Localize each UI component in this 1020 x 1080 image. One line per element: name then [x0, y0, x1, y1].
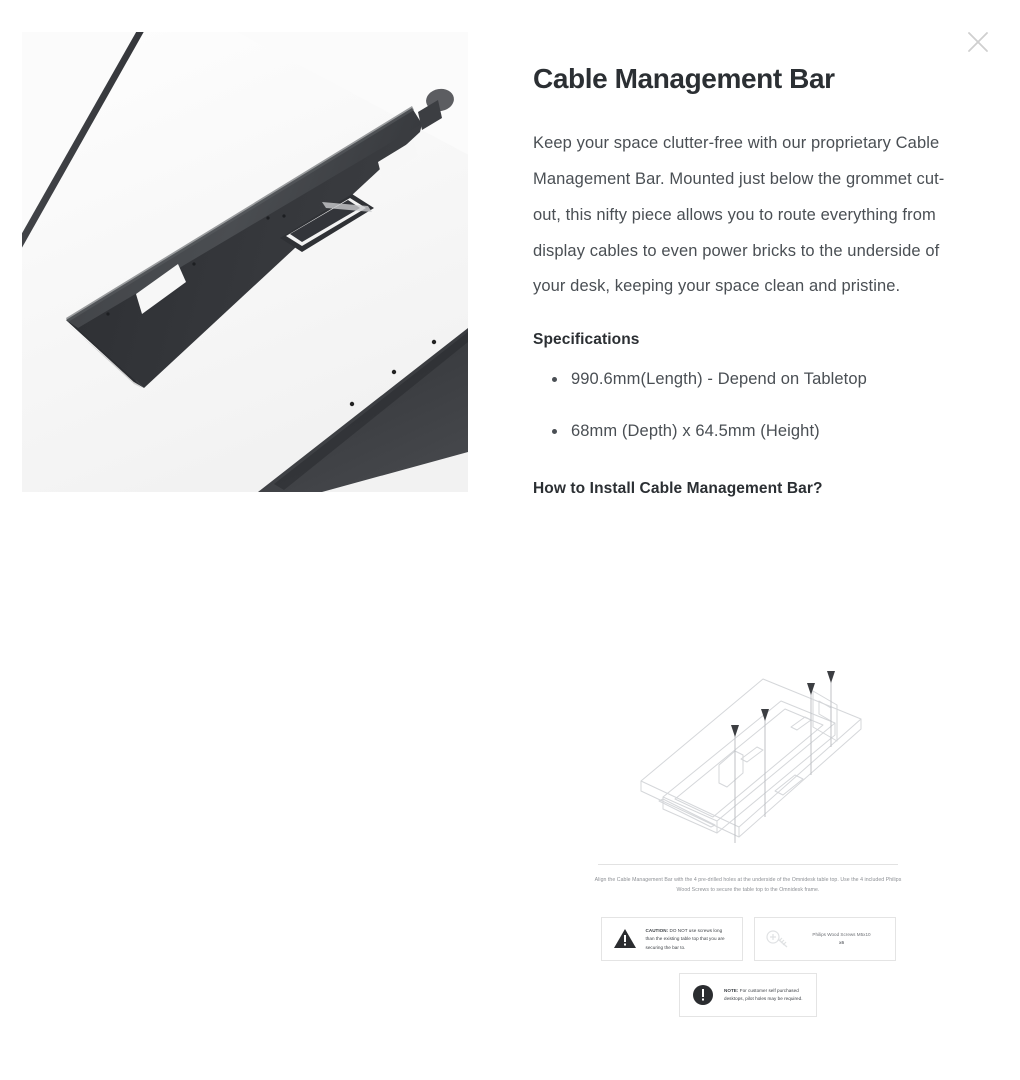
caution-body: DO NOT use screws long than the existing table top that you are securing the bar to.: [645, 927, 725, 950]
screws-name: Philips Wood Screws M5x10: [812, 931, 871, 937]
install-section: [533, 668, 963, 1017]
close-x-icon: [958, 22, 998, 62]
note-callout: [679, 973, 817, 1017]
note-label: NOTE:: [724, 987, 739, 993]
install-diagram: [533, 668, 963, 860]
specifications-list: [533, 365, 963, 446]
wood-screw-icon: [765, 926, 791, 952]
screws-callout: [754, 917, 896, 961]
caution-text: [646, 927, 732, 952]
note-body: For customer self purchased desktops, pilot holes may be required.: [724, 987, 803, 1002]
callout-row-bottom: [533, 973, 963, 1017]
caution-callout: [601, 917, 743, 961]
install-caption: Align the Cable Management Bar with the 4 pre-drilled holes at the underside of the Omnidesk table top. Use the 4 included Philips Wood Screws to secure the table top to the Omnidesk frame.: [594, 877, 902, 894]
caution-label: CAUTION:: [645, 927, 669, 933]
product-description: Keep your space clutter-free with our proprietary Cable Management Bar. Mounted just below the grommet cut-out, this nifty piece allows you to route everything from display cables to even power bricks to the underside of your desk, keeping your space clean and pristine.: [533, 133, 945, 296]
close-icon[interactable]: [958, 22, 998, 62]
list-item: 68mm (Depth) x 64.5mm (Height): [571, 417, 963, 446]
product-info: [533, 62, 963, 506]
exclamation-circle-icon: [690, 982, 716, 1008]
note-text: [724, 987, 806, 1004]
divider: [598, 864, 898, 865]
list-item: 990.6mm(Length) - Depend on Tabletop: [571, 365, 963, 394]
callout-row-top: [533, 917, 963, 961]
isometric-line-diagram-icon: [623, 669, 873, 859]
install-heading: How to Install Cable Management Bar?: [533, 480, 823, 498]
screws-quantity: x6: [838, 940, 845, 946]
screws-text: [799, 931, 885, 948]
product-image[interactable]: [22, 32, 468, 492]
cable-management-bar-photo: [22, 32, 468, 492]
page-title: Cable Management Bar: [533, 63, 835, 94]
warning-triangle-icon: [612, 926, 638, 952]
specifications-heading: Specifications: [533, 331, 640, 349]
